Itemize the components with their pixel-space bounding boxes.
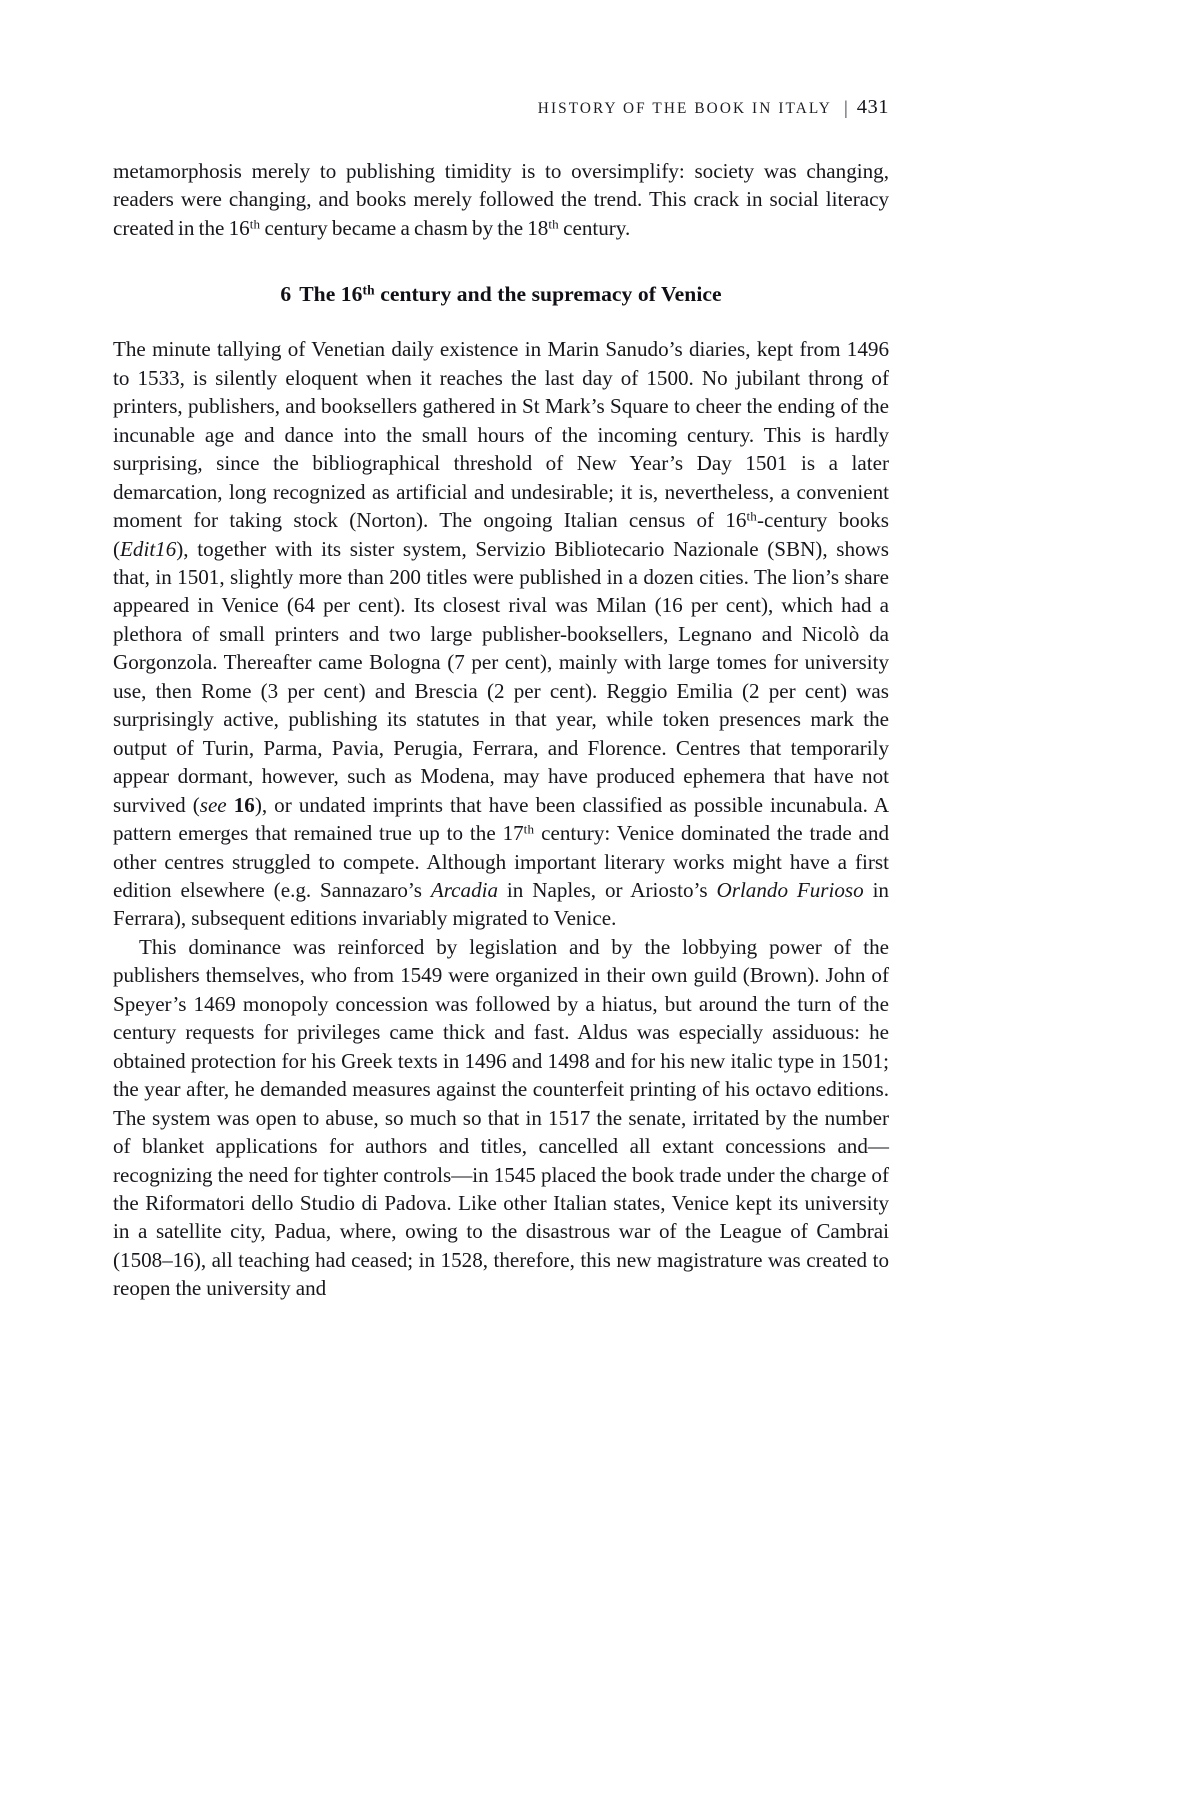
- par-text-segment: ), together with its sister system, Servizio Bibliotecario Nazionale (SBN), shows that, in 1501, slightly more than 200 titles were published in a dozen cities. The lion’s share appeared in Venice (64 per cent). Its closest rival was Milan (16 per cent), which had a plethora of small printers and two large publisher-booksellers, Legnano and Nicolò da Gorgonzola. Thereafter came Bologna (7 per cent), mainly with large tomes for university use, then Rome (3 per cent) and Brescia (2 per cent). Reggio Emilia (2 per cent) was surprisingly active, publishing its statutes in that year, while token presences mark the output of Turin, Parma, Pavia, Perugia, Ferrara, and Florence. Centres that temporarily appear dormant, however, such as Modena, may have produced ephemera that have not survived (: [113, 536, 889, 817]
- section-title-before: The 16: [299, 282, 363, 307]
- paragraph-continued-opening: [113, 157, 889, 242]
- par-text-segment: in Naples, or Ariosto’s: [498, 877, 717, 902]
- page-content-column: [113, 0, 889, 1303]
- running-head-title: HISTORY OF THE BOOK IN ITALY: [537, 100, 832, 117]
- par-text-segment: [227, 793, 234, 817]
- section-title-after: century and the supremacy of Venice: [374, 282, 722, 307]
- paragraph-venice-section: [113, 335, 889, 933]
- par-text-segment: metamorphosis merely to publishing timidity is to oversimplify: society was changing, readers were changing, and books merely followed the trend. This crack in social literacy created in the 16: [113, 159, 889, 240]
- ordinal-suffix: th: [362, 282, 375, 298]
- italic-title-arcadia: Arcadia: [430, 877, 499, 902]
- section-number: 6: [280, 282, 292, 307]
- ordinal-suffix: th: [249, 216, 261, 232]
- italic-see: see: [199, 792, 227, 817]
- running-head-separator: |: [843, 98, 848, 119]
- par-text-segment: in Ferrara), subsequent editions invariably migrated to Venice.: [113, 877, 889, 931]
- ordinal-suffix: th: [548, 216, 559, 232]
- par-text-segment: The minute tallying of Venetian daily existence in Marin Sanudo’s diaries, kept from 1496 to 1533, is silently eloquent when it reaches the last day of 1500. No jubilant throng of printers, publishers, and booksellers gathered in St Mark’s Square to cheer the ending of the incunable age and dance into the small hours of the incoming century. This is hardly surprising, since the bibliographical threshold of New Year’s Day 1501 is a later demarcation, long recognized as artificial and undesirable; it is, nevertheless, a convenient moment for taking stock (Norton). The ongoing Italian census of 16: [113, 337, 889, 533]
- running-head: [113, 96, 889, 119]
- italic-title-edit16: Edit16: [120, 536, 177, 561]
- section-heading: [113, 280, 889, 308]
- par-text-segment: century.: [558, 215, 631, 240]
- page-number: 431: [856, 96, 889, 118]
- bold-cross-reference: 16: [233, 792, 255, 817]
- ordinal-suffix: th: [746, 508, 758, 524]
- italic-title-orlando-furioso: Orlando Furioso: [716, 877, 864, 902]
- ordinal-suffix: th: [523, 821, 535, 837]
- par-text-segment: ), or undated imprints that have been classified as possible incunabula. A pattern emerges that remained true up to the 17: [113, 792, 889, 846]
- par-text-segment: -century books (: [113, 508, 889, 561]
- paragraph-dominance: This dominance was reinforced by legislation and by the lobbying power of the publishers themselves, who from 1549 were organized in their own guild (Brown). John of Speyer’s 1469 monopoly concession was followed by a hiatus, but around the turn of the century requests for privileges came thick and fast. Aldus was especially assiduous: he obtained protection for his Greek texts in 1496 and 1498 and for his new italic type in 1501; the year after, he demanded measures against the counterfeit printing of his octavo editions. The system was open to abuse, so much so that in 1517 the senate, irritated by the number of blanket applications for authors and titles, cancelled all extant concessions and—recognizing the need for tighter controls—in 1545 placed the book trade under the charge of the Riformatori dello Studio di Padova. Like other Italian states, Venice kept its university in a satellite city, Padua, where, owing to the disastrous war of the League of Cambrai (1508–16), all teaching had ceased; in 1528, therefore, this new magistrature was created to reopen the university and: [113, 934, 889, 1301]
- par-text-segment: century: Venice dominated the trade and other centres struggled to compete. Although important literary works might have a first edition elsewhere (e.g. Sannazaro’s: [113, 821, 890, 902]
- par-text-segment: century became a chasm by the 18: [260, 215, 549, 240]
